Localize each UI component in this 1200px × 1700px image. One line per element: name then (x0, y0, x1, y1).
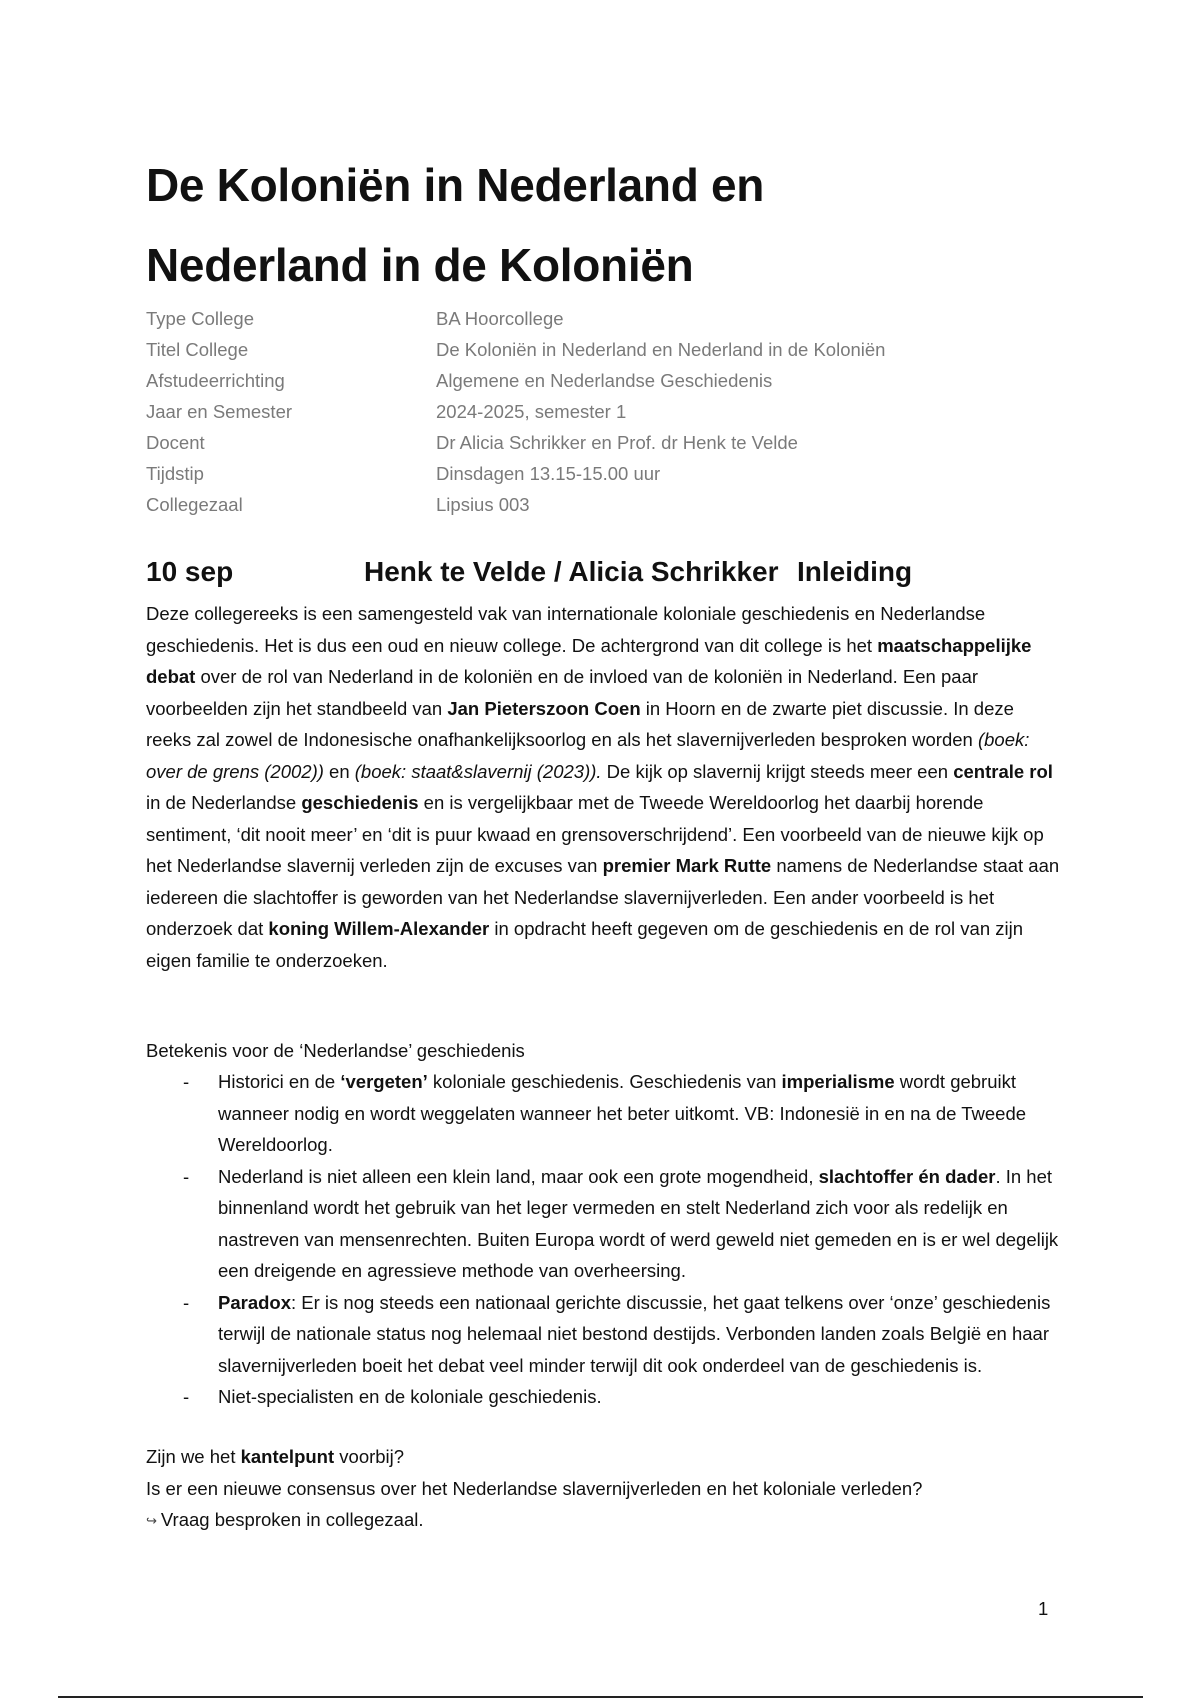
meta-row-specialization (146, 365, 1046, 396)
return-arrow-icon: ↪ (146, 1513, 157, 1528)
text-run: koloniale geschiedenis. Geschiedenis van (427, 1071, 782, 1092)
document-title-line-2: Nederland in de Koloniën (146, 239, 694, 291)
text-run: . In het binnenland wordt het gebruik van het leger vermeden en stelt Nederland zich voor als redelijk en nastreven van mensenrechten. Buiten Europa wordt of werd geweld niet gemeden en is er wel degelijk een dreigende en agressieve methode van overheersing. (218, 1165, 1059, 1281)
list-item (146, 1161, 1064, 1287)
text-run: en is vergelijkbaar met de Tweede Wereldoorlog het daarbij horende sentiment, ‘dit nooit meer’ en ‘dit is puur kwaad en grensoverschrijdend’. Een voorbeeld van de nieuwe kijk op het Nederlandse slavernij verleden zijn de excuses van (146, 792, 1044, 876)
bullet-dash: - (183, 1165, 190, 1187)
meta-label: Docent (146, 431, 205, 453)
text-run: over de rol van Nederland in de koloniën en de invloed van de koloniën in Nederland. Een paar voorbeelden zijn het standbeeld van (146, 666, 979, 719)
meta-value: Dinsdagen 13.15-15.00 uur (436, 462, 661, 484)
bold-term: Paradox (218, 1291, 292, 1313)
text-run: Zijn we het (146, 1446, 241, 1467)
page-number: 1 (1038, 1598, 1049, 1619)
bold-term: slachtoffer én dader (818, 1165, 996, 1187)
section-heading: Betekenis voor de ‘Nederlandse’ geschiedenis (146, 1040, 525, 1061)
text-run: Deze collegereeks is een samengesteld vak van internationale koloniale geschiedenis en Nederlandse geschiedenis. Het is dus een oud en nieuw college. De achtergrond van dit college is het (146, 603, 986, 656)
text-run: in opdracht heeft gegeven om de geschiedenis en de rol van zijn eigen familie te onderzoeken. (146, 918, 1024, 971)
text-run: Historici en de (218, 1071, 341, 1092)
list-item (146, 1066, 1064, 1161)
meta-label: Collegezaal (146, 493, 243, 515)
bold-term: ‘vergeten’ (340, 1071, 428, 1092)
text-run: in de Nederlandse (146, 792, 302, 813)
list-item (146, 1381, 1064, 1413)
note-text: Vraag besproken in collegezaal. (160, 1509, 424, 1530)
text-run: De kijk op slavernij krijgt steeds meer een (601, 760, 954, 782)
text-run: wordt gebruikt wanneer nodig en wordt weggelaten wanneer het beter uitkomt. VB: Indonesië in en na de Tweede Wereldoorlog. (218, 1071, 1027, 1155)
session-speakers: Henk te Velde / Alicia Schrikker (364, 556, 779, 587)
bold-term: Jan Pieterszoon Coen (447, 697, 641, 719)
meta-value: De Koloniën in Nederland en Nederland in de Koloniën (436, 338, 886, 360)
text-run: Nederland is niet alleen een klein land, maar ook een grote mogendheid, (218, 1165, 819, 1187)
session-topic: Inleiding (797, 556, 913, 587)
bold-term: imperialisme (781, 1071, 895, 1092)
text-run: en (323, 760, 355, 782)
meta-value: 2024-2025, semester 1 (436, 400, 627, 422)
meta-label: Afstudeerrichting (146, 369, 285, 391)
meta-value: Lipsius 003 (436, 493, 530, 515)
meta-row-time (146, 458, 1046, 489)
meta-label: Tijdstip (146, 462, 204, 484)
closing-questions (146, 1441, 1064, 1537)
bullet-list (146, 1066, 1064, 1413)
bullet-dash: - (183, 1071, 190, 1092)
bold-term: premier Mark Rutte (602, 855, 772, 876)
bullet-dash: - (183, 1291, 190, 1313)
book-reference: (boek: over de grens (2002)) (146, 729, 1030, 782)
document-title-line-1: De Koloniën in Nederland en (146, 159, 765, 211)
meta-label: Type College (146, 307, 254, 329)
meta-value: Dr Alicia Schrikker en Prof. dr Henk te Velde (436, 431, 798, 453)
text-run: Niet-specialisten en de koloniale geschiedenis. (218, 1386, 602, 1407)
course-info-table (146, 303, 1046, 520)
text-run: voorbij? (334, 1446, 405, 1467)
meta-value: Algemene en Nederlandse Geschiedenis (436, 369, 773, 391)
meta-row-type (146, 303, 1046, 334)
document-title (146, 145, 1106, 305)
session-header (146, 556, 1106, 596)
meta-row-room (146, 489, 1046, 520)
text-run: : Er is nog steeds een nationaal gerichte discussie, het gaat telkens over ‘onze’ geschiedenis terwijl de nationale status nog helemaal niet bestond destijds. Verbonden landen zoals België en haar slavernijverleden boeit het debat veel minder terwijl dit ook onderdeel van de geschiedenis is. (218, 1291, 1051, 1376)
meta-row-lecturer (146, 427, 1046, 458)
discussion-note (146, 1504, 1064, 1537)
meta-label: Jaar en Semester (146, 400, 293, 422)
bold-term: geschiedenis (301, 792, 419, 813)
bullet-dash: - (183, 1386, 190, 1407)
question-2: Is er een nieuwe consensus over het Nederlandse slavernijverleden en het koloniale verleden? (146, 1477, 923, 1499)
text-run: namens de Nederlandse staat aan iedereen die slachtoffer is geworden van het Nederlandse slavernijverleden. Een ander voorbeeld is het onderzoek dat (146, 855, 1060, 939)
meta-row-year (146, 396, 1046, 427)
list-item (146, 1287, 1064, 1382)
question-1 (146, 1441, 1064, 1473)
text-run: in Hoorn en de zwarte piet discussie. In deze reeks zal zowel de Indonesische onafhankelijksoorlog en als het slavernijverleden besproken worden (146, 697, 1014, 750)
page-bottom-rule (58, 1696, 1143, 1698)
book-reference: (boek: staat&slavernij (2023)). (354, 760, 602, 782)
bold-term: kantelpunt (240, 1446, 335, 1467)
bold-term: maatschappelijke debat (146, 634, 1032, 687)
meta-row-title (146, 334, 1046, 365)
intro-paragraph (146, 598, 1064, 976)
meta-label: Titel College (146, 338, 249, 360)
meta-value: BA Hoorcollege (436, 307, 564, 329)
bold-term: koning Willem-Alexander (268, 918, 490, 939)
session-date: 10 sep (146, 556, 234, 587)
bold-term: centrale rol (953, 760, 1053, 782)
